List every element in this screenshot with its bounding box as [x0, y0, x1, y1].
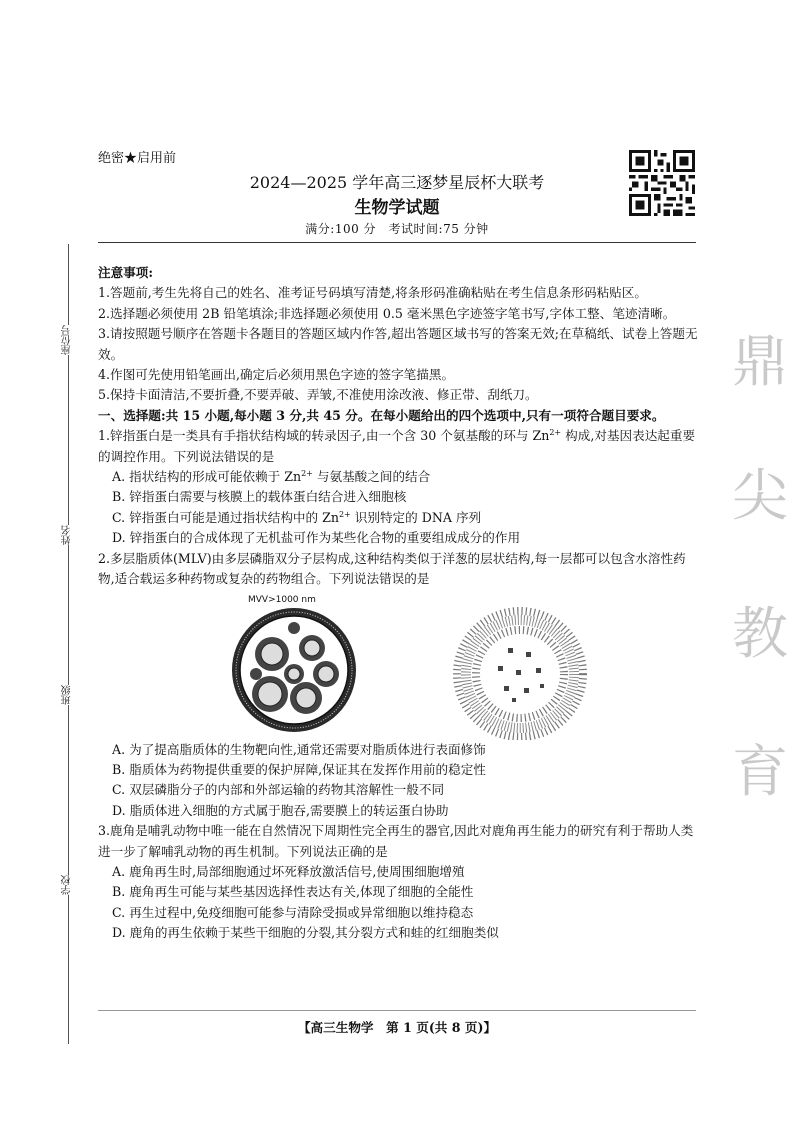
question-2-stem: 2.多层脂质体(MLV)由多层磷脂双分子层构成,这种结构类似于洋葱的层状结构,每一层都可以包含水溶性药物,适合载运多种药物或复杂的药物组合。下列说法错误的是	[98, 550, 686, 587]
question-3-option-a[interactable]: A. 鹿角再生时,局部细胞通过坏死释放激活信号,使周围细胞增殖	[112, 863, 465, 879]
page-footer: 【高三生物学 第 1 页(共 8 页)】	[297, 1020, 497, 1035]
subject-title: 生物学试题	[354, 198, 440, 218]
binding-line	[68, 244, 69, 1044]
school-label: 学校	[58, 875, 78, 895]
question-2-option-a[interactable]: A. 为了提高脂质体的生物靶向性,通常还需要对脂质体进行表面修饰	[112, 741, 486, 757]
exam-title: 2024—2025 学年高三逐梦星辰杯大联考	[249, 173, 545, 192]
notice-item: 1.答题前,考生先将自己的姓名、准考证号码填写清楚,将条形码准确粘贴在考生信息条形码粘贴区。	[98, 285, 647, 301]
multilamellar-vesicle-illustration	[232, 608, 356, 732]
notice-title: 注意事项:	[98, 265, 154, 280]
question-2-option-d[interactable]: D. 脂质体进入细胞的方式属于胞吞,需要膜上的转运蛋白协助	[112, 802, 449, 818]
notice-item: 5.保持卡面清洁,不要折叠,不要弄破、弄皱,不准使用涂改液、修正带、刮纸刀。	[98, 387, 538, 403]
question-3-option-b[interactable]: B. 鹿角再生可能与某些基因选择性表达有关,体现了细胞的全能性	[112, 884, 474, 900]
question-1-stem: 1.锌指蛋白是一类具有手指状结构域的转录因子,由一个含 30 个氨基酸的环与 $Zn^{2+}$ 构成,对基因表达起重要的调控作用。下列说法错误的是	[98, 428, 696, 464]
notice-item: 3.请按照题号顺序在答题卡各题目的答题区域内作答,超出答题区域书写的答案无效;在草稿纸、试卷上答题无效。	[98, 326, 698, 362]
liposome-figure	[98, 590, 698, 740]
exam-meta: 满分:100 分 考试时间:75 分钟	[305, 222, 489, 236]
question-3-option-d[interactable]: D. 鹿角的再生依赖于某些干细胞的分裂,其分裂方式和蛙的红细胞类似	[112, 925, 499, 941]
watermark-char: 尖	[732, 464, 788, 529]
question-1-option-b[interactable]: B. 锌指蛋白需要与核膜上的载体蛋白结合进入细胞核	[112, 489, 407, 505]
qr-code[interactable]	[628, 150, 696, 216]
question-1-option-d[interactable]: D. 锌指蛋白的合成体现了无机盐可作为某些化合物的重要组成成分的作用	[112, 530, 521, 546]
question-1-option-c[interactable]: C. 锌指蛋白可能是通过指状结构中的 $Zn^{2+}$ 识别特定的 DNA 序列	[112, 509, 482, 525]
liposome-diagrams	[98, 590, 698, 740]
question-2-option-b[interactable]: B. 脂质体为药物提供重要的保护屏障,保证其在发挥作用前的稳定性	[112, 761, 486, 777]
exam-content	[98, 263, 698, 944]
watermark-char: 教	[732, 602, 788, 667]
question-3-stem: 3.鹿角是哺乳动物中唯一能在自然情况下周期性完全再生的器官,因此对鹿角再生能力的研究有利于帮助人类进一步了解哺乳动物的再生机制。下列说法正确的是	[98, 823, 694, 859]
section-heading: 一、选择题:共 15 小题,每小题 3 分,共 45 分。在每小题给出的四个选项中,只有一项符合题目要求。	[98, 407, 665, 423]
watermark-char: 育	[732, 740, 788, 805]
seat-number-label: 座位号	[58, 325, 78, 355]
secret-label: 绝密★启用前	[98, 151, 177, 166]
question-1-option-a[interactable]: A. 指状结构的形成可能依赖于 $Zn^{2+}$ 与氨基酸之间的结合	[112, 468, 431, 485]
liposome-cross-section-illustration	[457, 611, 583, 737]
header-rule	[98, 242, 696, 243]
notice-item: 2.选择题必须使用 2B 铅笔填涂;非选择题必须使用 0.5 毫米黑色字迹签字笔书写,字体工整、笔迹清晰。	[98, 305, 676, 321]
class-label: 班级	[58, 685, 78, 705]
name-label: 姓名	[58, 525, 78, 545]
watermark-char: 鼎	[732, 330, 788, 395]
question-2-option-c[interactable]: C. 双层磷脂分子的内部和外部运输的药物其溶解性一般不同	[112, 782, 445, 798]
figure-label: MVV>1000 nm	[248, 594, 316, 605]
notice-item: 4.作图可先使用铅笔画出,确定后必须用黑色字迹的签字笔描黑。	[98, 367, 455, 383]
footer-rule	[98, 1010, 696, 1011]
question-3-option-c[interactable]: C. 再生过程中,免疫细胞可能参与清除受损或异常细胞以维持稳态	[112, 904, 474, 920]
